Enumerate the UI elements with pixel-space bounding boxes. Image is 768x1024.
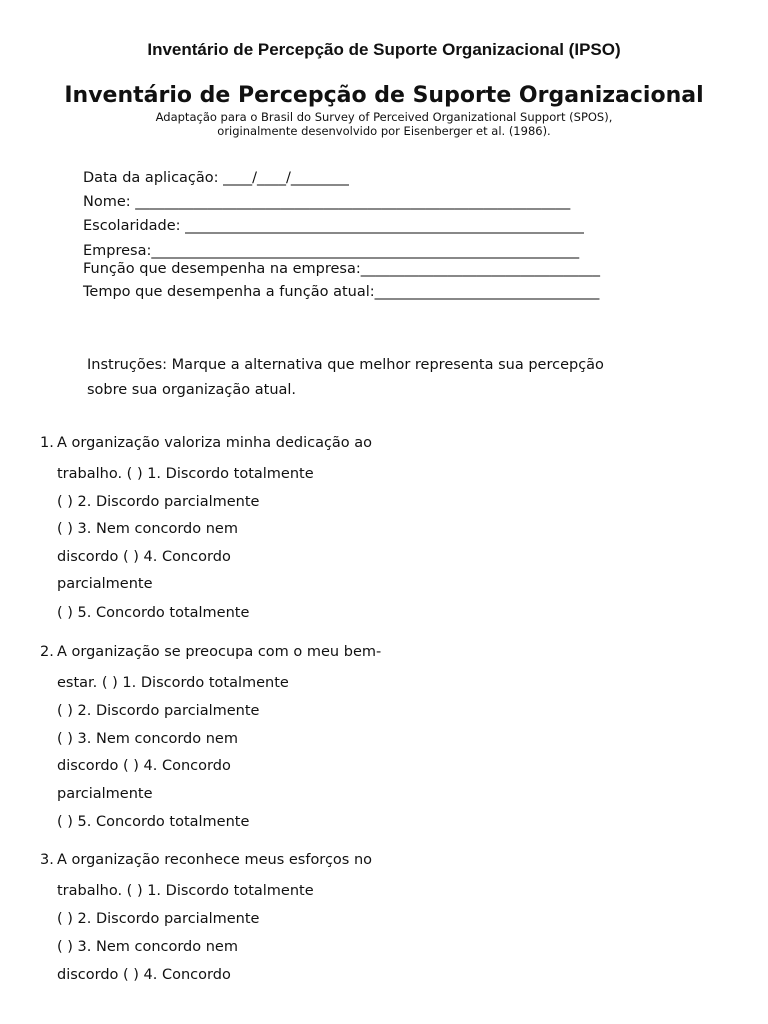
question-option[interactable]: ( ) 3. Nem concordo nem [57, 731, 238, 747]
main-title: Inventário de Percepção de Suporte Organizacional [64, 83, 704, 108]
header-title: Inventário de Percepção de Suporte Organizacional (IPSO) [147, 40, 621, 59]
instructions-line: Instruções: Marque a alternativa que melhor representa sua percepção [87, 357, 604, 373]
field-company[interactable]: Empresa:___________________________________________________________ [83, 243, 580, 259]
question-number: 3. [40, 852, 54, 868]
question-option[interactable]: parcialmente [57, 576, 153, 592]
question-option[interactable]: ( ) 5. Concordo totalmente [57, 605, 250, 621]
field-role-time[interactable]: Tempo que desempenha a função atual:_______________________________ [83, 284, 600, 300]
question-option[interactable]: discordo ( ) 4. Concordo [57, 549, 231, 565]
question-option[interactable]: estar. ( ) 1. Discordo totalmente [57, 675, 289, 691]
question-number: 2. [40, 644, 54, 660]
question-option[interactable]: trabalho. ( ) 1. Discordo totalmente [57, 466, 314, 482]
field-education[interactable]: Escolaridade: _______________________________________________________ [83, 218, 584, 234]
subtitle-line: Adaptação para o Brasil do Survey of Perceived Organizational Support (SPOS), [155, 110, 613, 124]
question-text: A organização valoriza minha dedicação ao [57, 435, 373, 451]
question-option[interactable]: ( ) 2. Discordo parcialmente [57, 911, 260, 927]
question-text: A organização se preocupa com o meu bem- [57, 644, 382, 660]
question-option[interactable]: ( ) 3. Nem concordo nem [57, 521, 238, 537]
field-name[interactable]: Nome: ____________________________________________________________ [83, 194, 571, 210]
question-number: 1. [40, 435, 54, 451]
subtitle-line: originalmente desenvolvido por Eisenberger et al. (1986). [217, 124, 551, 138]
question-option[interactable]: ( ) 2. Discordo parcialmente [57, 703, 260, 719]
question-option[interactable]: parcialmente [57, 786, 153, 802]
question-option[interactable]: ( ) 5. Concordo totalmente [57, 814, 250, 830]
question-option[interactable]: trabalho. ( ) 1. Discordo totalmente [57, 883, 314, 899]
question-text: A organização reconhece meus esforços no [57, 852, 373, 868]
question-option[interactable]: discordo ( ) 4. Concordo [57, 758, 231, 774]
question-option[interactable]: ( ) 2. Discordo parcialmente [57, 494, 260, 510]
question-option[interactable]: ( ) 3. Nem concordo nem [57, 939, 238, 955]
field-role[interactable]: Função que desempenha na empresa:_________________________________ [83, 261, 600, 277]
question-option[interactable]: discordo ( ) 4. Concordo [57, 967, 231, 983]
field-date[interactable]: Data da aplicação: ____/____/________ [83, 170, 349, 186]
instructions-line: sobre sua organização atual. [87, 382, 297, 398]
